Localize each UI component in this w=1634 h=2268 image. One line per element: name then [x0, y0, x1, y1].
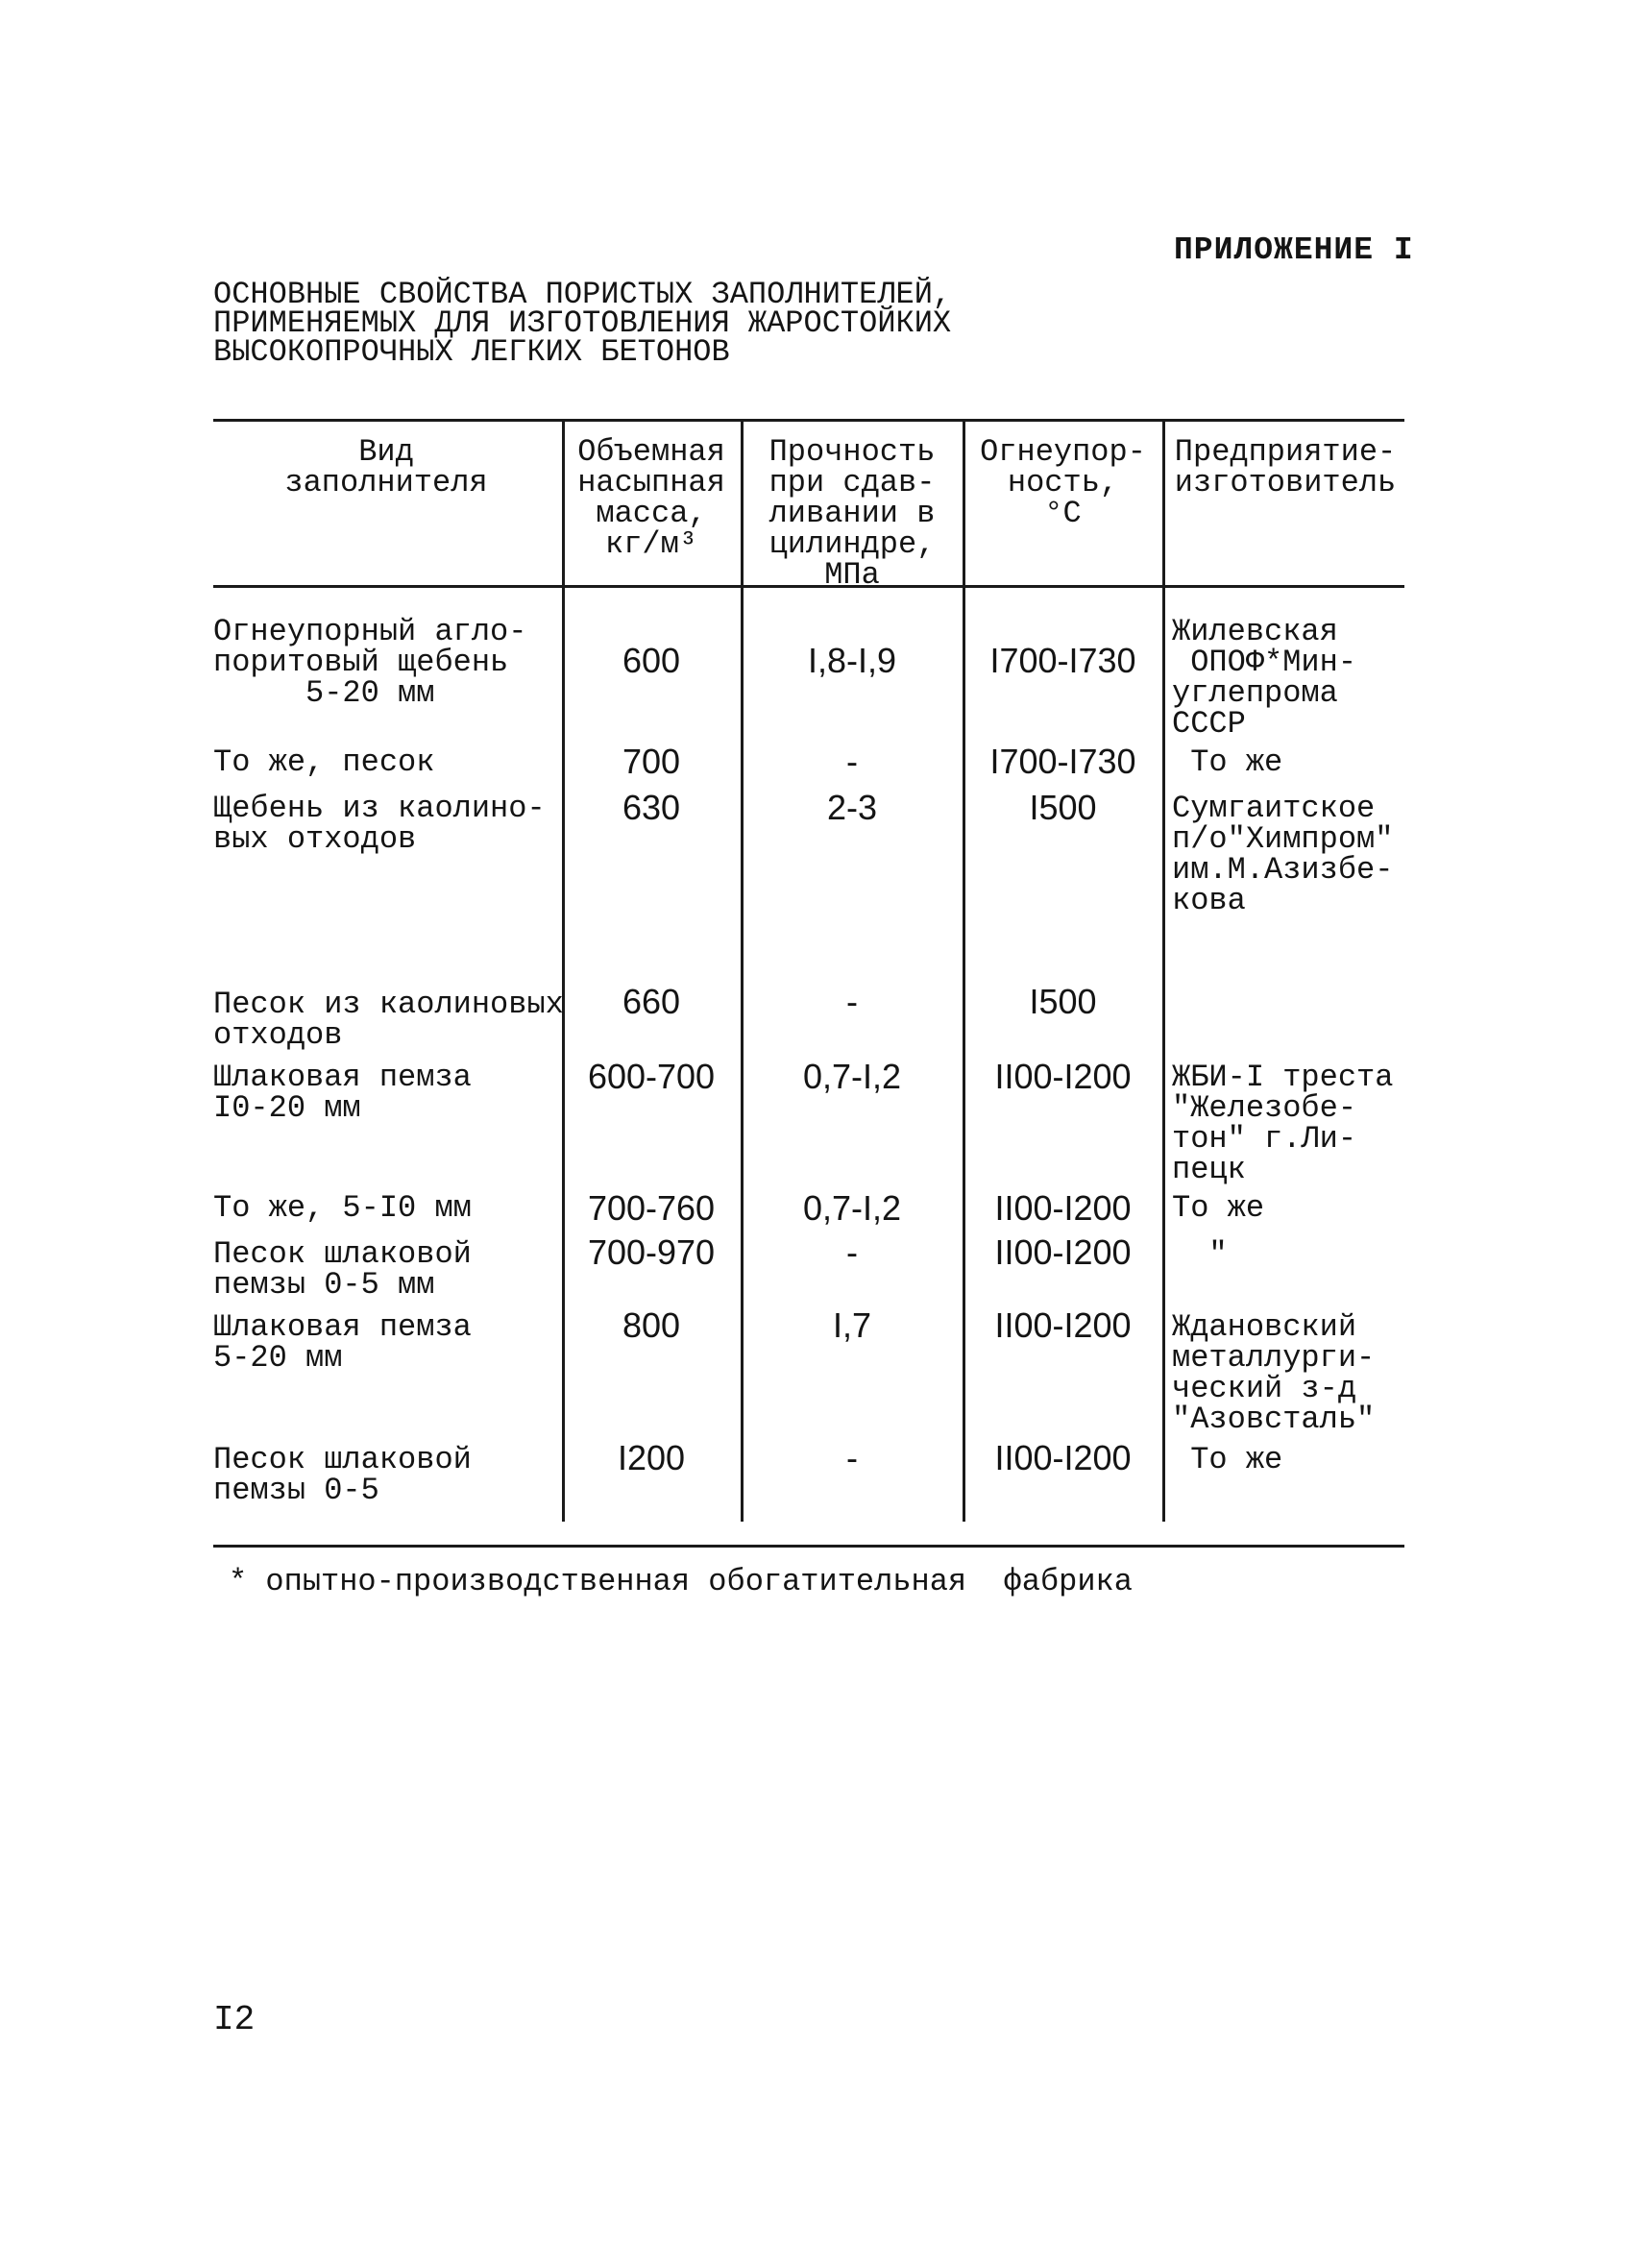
cell-density: 700-760 [587, 1188, 716, 1228]
cell-refractoriness: II00-I200 [994, 1188, 1132, 1228]
cell-refractoriness: I700-I730 [989, 641, 1136, 680]
header-refractoriness: Огнеупор- ность, °С [980, 434, 1146, 531]
header-manufacturer: Предприятие- изготовитель [1174, 434, 1397, 500]
cell-refractoriness: I500 [1029, 982, 1097, 1021]
column-divider [1162, 421, 1165, 1522]
cell-refractoriness: II00-I200 [994, 1232, 1132, 1272]
cell-manufacturer: То же [1172, 1190, 1265, 1226]
cell-type: Шлаковая пемза 5-20 мм [213, 1309, 472, 1376]
cell-manufacturer: Сумгаитское п/о"Химпром" им.М.Азизбе- кова [1172, 791, 1394, 918]
cell-manufacturer: Жилевская ОПОФ*Мин- углепрома СССР [1172, 614, 1357, 742]
cell-type: Песок шлаковой пемзы 0-5 мм [213, 1236, 472, 1303]
column-divider [963, 421, 965, 1522]
column-divider [562, 421, 565, 1522]
cell-refractoriness: I500 [1029, 788, 1097, 827]
cell-density: 630 [622, 788, 681, 827]
appendix-label: ПРИЛОЖЕНИЕ I [1174, 232, 1414, 268]
cell-strength: - [846, 982, 858, 1021]
cell-type: То же, песок [213, 744, 435, 780]
cell-manufacturer: " [1172, 1236, 1228, 1272]
cell-strength: I,7 [832, 1305, 872, 1345]
cell-refractoriness: II00-I200 [994, 1438, 1132, 1477]
cell-density: 600-700 [587, 1057, 716, 1096]
cell-density: 600 [622, 641, 681, 680]
table-title [213, 277, 1078, 370]
cell-manufacturer: Ждановский металлурги- ческий з-д "Азовсталь" [1172, 1309, 1376, 1437]
cell-density: 700 [622, 742, 681, 781]
cell-type: Песок шлаковой пемзы 0-5 [213, 1442, 472, 1508]
cell-refractoriness: II00-I200 [994, 1057, 1132, 1096]
cell-density: I200 [617, 1438, 686, 1477]
cell-type: Шлаковая пемза I0-20 мм [213, 1060, 472, 1126]
cell-strength: 0,7-I,2 [802, 1057, 902, 1096]
table-top-rule [213, 419, 1404, 422]
cell-type: Огнеупорный агло- поритовый щебень 5-20 мм [213, 614, 527, 711]
cell-type: То же, 5-I0 мм [213, 1190, 472, 1226]
header-strength: Прочность при сдав- ливании в цилиндре, МПа [768, 434, 936, 593]
cell-density: 800 [622, 1305, 681, 1345]
cell-strength: I,8-I,9 [807, 641, 897, 680]
cell-manufacturer: ЖБИ-I треста "Железобе- тон" г.Ли- пецк [1172, 1060, 1394, 1187]
cell-manufacturer: То же [1172, 744, 1283, 780]
cell-manufacturer: То же [1172, 1442, 1283, 1477]
cell-strength: - [846, 742, 858, 781]
cell-strength: 2-3 [826, 788, 878, 827]
cell-density: 660 [622, 982, 681, 1021]
title-line: ПРИМЕНЯЕМЫХ ДЛЯ ИЗГОТОВЛЕНИЯ ЖАРОСТОЙКИХ [213, 305, 952, 341]
page-number: I2 [213, 2000, 256, 2039]
cell-type: Песок из каолиновых отходов [213, 987, 564, 1053]
cell-refractoriness: I700-I730 [989, 742, 1136, 781]
cell-type: Щебень из каолино- вых отходов [213, 791, 546, 857]
cell-refractoriness: II00-I200 [994, 1305, 1132, 1345]
title-line: ВЫСОКОПРОЧНЫХ ЛЕГКИХ БЕТОНОВ [213, 334, 730, 370]
footnote: * опытно-производственная обогатительная фабрика [229, 1564, 1133, 1599]
header-density: Объемная насыпная масса, кг/м³ [577, 434, 725, 562]
cell-density: 700-970 [587, 1232, 716, 1272]
title-line: ОСНОВНЫЕ СВОЙСТВА ПОРИСТЫХ ЗАПОЛНИТЕЛЕЙ, [213, 277, 952, 312]
cell-strength: 0,7-I,2 [802, 1188, 902, 1228]
cell-strength: - [846, 1232, 858, 1272]
table-bottom-rule [213, 1545, 1404, 1548]
cell-strength: - [846, 1438, 858, 1477]
header-type: Вид заполнителя [284, 434, 488, 500]
